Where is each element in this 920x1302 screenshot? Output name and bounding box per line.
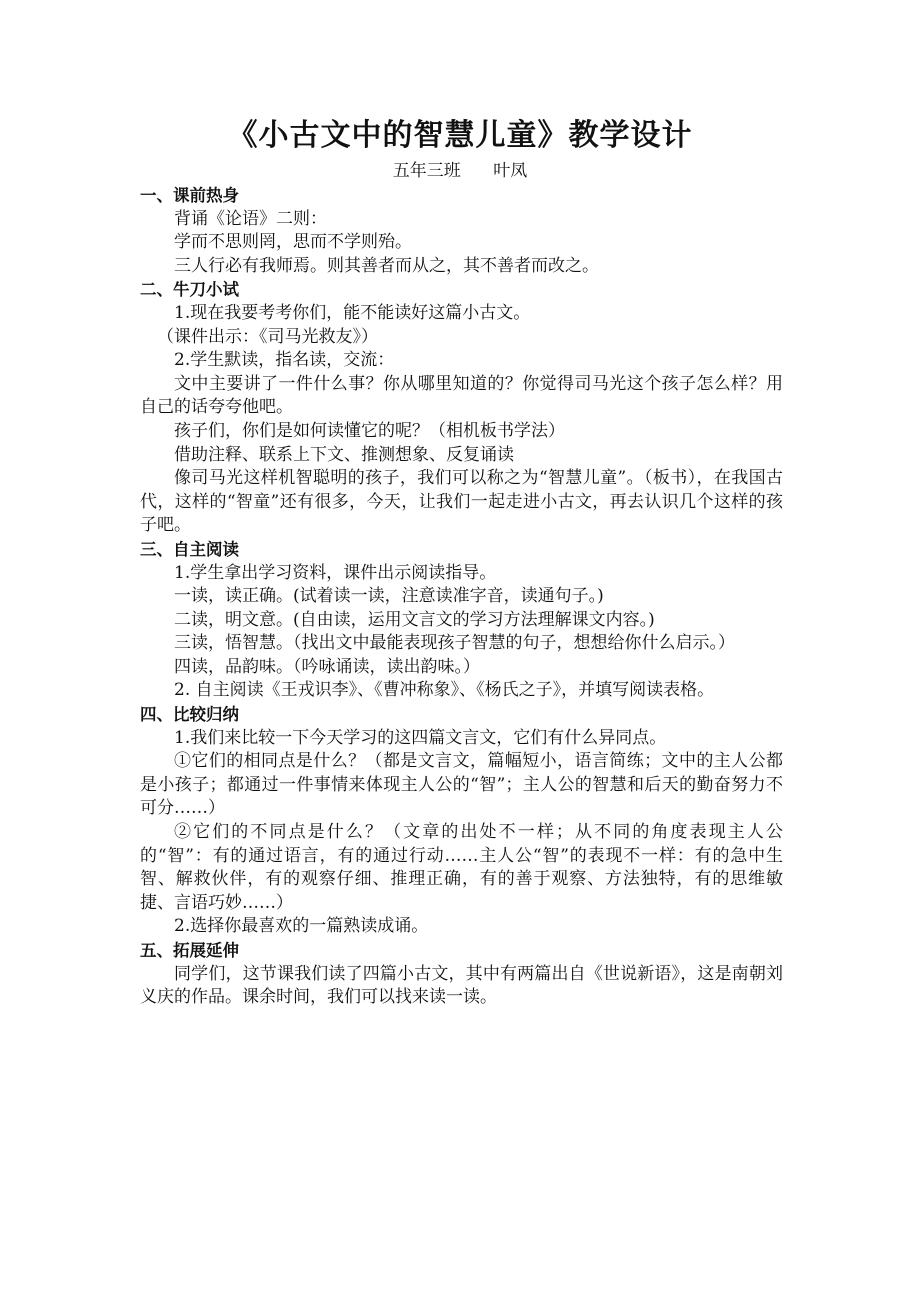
paragraph: 借助注释、联系上下文、推测想象、反复诵读: [174, 444, 514, 465]
paragraph: 孩子们，你们是如何读懂它的呢？（相机板书学法）: [174, 420, 565, 441]
document-subtitle: 五年三班 叶凤: [392, 161, 528, 181]
paragraph: 三人行必有我师焉。则其善者而从之，其不善者而改之。: [174, 255, 599, 276]
section-heading: 一、课前热身: [140, 186, 239, 205]
document-body: [140, 184, 783, 1010]
paragraph: 文中主要讲了一件什么事？你从哪里知道的？你觉得司马光这个孩子怎么样？用自己的话夸夸他吧。: [140, 373, 783, 418]
paragraph: 一读，读正确。(试着读一读，注意读准字音，读通句子。): [174, 586, 604, 607]
paragraph: 像司马光这样机智聪明的孩子，我们可以称之为“智慧儿童”。（板书），在我国古代，这样的“智童”还有很多，今天，让我们一起走进小古文，再去认识几个这样的孩子吧。: [140, 468, 783, 536]
paragraph: ②它们的不同点是什么？（文章的出处不一样；从不同的角度表现主人公的“智”：有的通过语言，有的通过行动……主人公“智”的表现不一样：有的急中生智、解救伙伴，有的观察仔细、推理正确，有的善于观察、方法独特，有的思维敏捷、言语巧妙……）: [140, 822, 783, 913]
paragraph: 1.现在我要考考你们，能不能读好这篇小古文。: [174, 302, 531, 323]
paragraph: 2.学生默读，指名读，交流：: [174, 350, 395, 371]
section-heading: 四、比较归纳: [140, 705, 239, 725]
paragraph: 2.选择你最喜欢的一篇熟读成诵。: [174, 916, 429, 937]
paragraph: 1.学生拿出学习资料，课件出示阅读指导。: [174, 562, 497, 583]
paragraph: ①它们的相同点是什么？（都是文言文，篇幅短小，语言简练；文中的主人公都是小孩子；都通过一件事情来体现主人公的“智”；主人公的智慧和后天的勤奋努力不可分……）: [140, 751, 783, 819]
paragraph: 2. 自主阅读《王戎识李》、《曹冲称象》、《杨氏之子》，并填写阅读表格。: [174, 680, 715, 701]
section-heading: 二、牛刀小试: [140, 280, 239, 300]
paragraph: 四读，品韵味。（吟咏诵读，读出韵味。）: [174, 656, 480, 677]
paragraph: 二读，明文意。(自由读，运用文言文的学习方法理解课文内容。): [174, 609, 655, 630]
section-heading: 三、自主阅读: [140, 539, 239, 559]
section-heading: 五、拓展延伸: [140, 941, 239, 960]
paragraph: 学而不思则罔，思而不学则殆。: [174, 232, 412, 253]
document-title: 《小古文中的智慧儿童》教学设计: [227, 118, 693, 153]
paragraph: 同学们，这节课我们读了四篇小古文，其中有两篇出自《世说新语》，这是南朝刘义庆的作品。课余时间，我们可以找来读一读。: [140, 963, 783, 1008]
paragraph: 三读，悟智慧。（找出文中最能表现孩子智慧的句子，想想给你什么启示。）: [174, 633, 735, 654]
paragraph: 1.我们来比较一下今天学习的这四篇文言文，它们有什么异同点。: [174, 727, 667, 748]
paragraph: 背诵《论语》二则：: [174, 208, 327, 229]
paragraph: （课件出示：《司马光救友》）: [157, 326, 378, 347]
